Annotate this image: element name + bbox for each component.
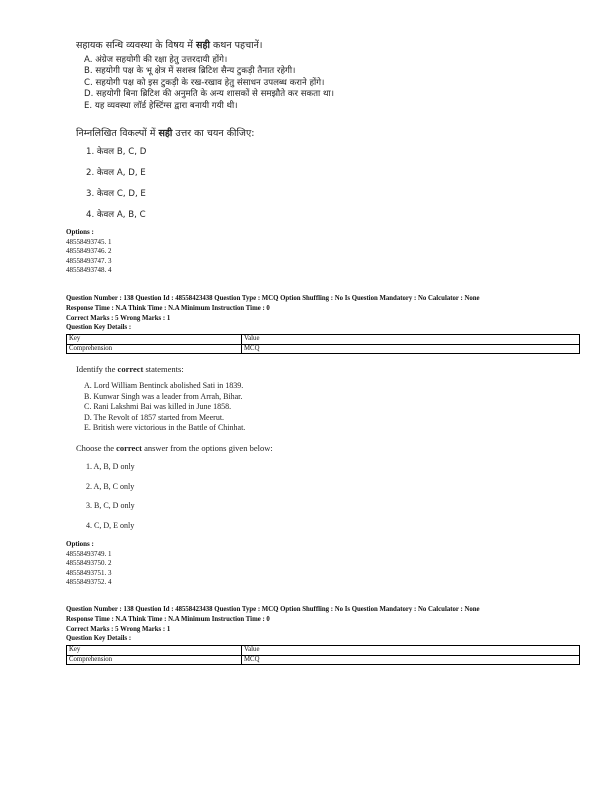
statement: C. सहयोगी पक्ष को इस टुकड़ी के रख-रखाव हेतु संसाधन उपलब्ध कराने होंगे। — [84, 77, 325, 88]
statement: E. यह व्यवस्था लॉर्ड हेस्टिंग्स द्वारा बनायी गयी थी। — [84, 100, 238, 111]
statement: A. Lord William Bentinck abolished Sati in 1839. — [84, 381, 244, 390]
statement: D. सहयोगी बिना ब्रिटिश की अनुमति के अन्य शासकों से समझौते कर सकता था। — [84, 89, 334, 100]
answer-option: 2. केवल A, D, E — [86, 168, 146, 178]
choose-text-end: answer from the options given below: — [141, 443, 273, 453]
option-id: 48558493750. 2 — [66, 559, 112, 568]
option-ids-block-1 — [66, 228, 112, 276]
choose-text: Choose the — [76, 443, 117, 453]
option-id: 48558493746. 2 — [66, 247, 112, 256]
hindi-statements-list — [84, 55, 334, 112]
meta-line: Response Time : N.A Think Time : N.A Minimum Instruction Time : 0 — [66, 615, 270, 623]
meta-line: Correct Marks : 5 Wrong Marks : 1 — [66, 625, 171, 633]
choose-bold: सही — [158, 128, 173, 139]
choose-text-end: उत्तर का चयन कीजिए: — [172, 128, 255, 139]
statement: C. Rani Lakshmi Bai was killed in June 1858. — [84, 402, 232, 412]
intro-text-end: statements: — [143, 364, 184, 374]
table-row — [67, 655, 580, 665]
statement: B. Kunwar Singh was a leader from Arrah, Bihar. — [84, 391, 243, 401]
hindi-answer-options — [86, 145, 146, 229]
table-cell: MCQ — [242, 344, 580, 354]
answer-option: 3. केवल C, D, E — [86, 189, 146, 199]
statement: D. The Revolt of 1857 started from Meerut. — [84, 412, 225, 422]
question-meta-2 — [66, 605, 480, 644]
table-cell: Comprehension — [67, 655, 242, 665]
intro-bold: correct — [117, 364, 144, 374]
meta-line: Correct Marks : 5 Wrong Marks : 1 — [66, 314, 171, 322]
choose-text: निम्नलिखित विकल्पों में — [76, 128, 159, 139]
meta-line: Question Key Details : — [66, 324, 132, 332]
answer-option: 2. A, B, C only — [86, 481, 135, 491]
options-label: Options : — [66, 540, 94, 548]
meta-line: Question Key Details : — [66, 635, 132, 643]
statement: E. British were victorious in the Battle of Chinhat. — [84, 423, 246, 433]
english-choose-prompt — [76, 443, 273, 453]
meta-line: Question Number : 138 Question Id : 48558423438 Question Type : MCQ Option Shuffling : No Is Question Mandatory : No Calculator : None — [66, 295, 480, 302]
option-id: 48558493747. 3 — [66, 256, 112, 265]
option-ids-block-2 — [66, 540, 112, 588]
intro-text-end: कथन पहचानें। — [209, 40, 263, 51]
table-row — [67, 344, 580, 354]
meta-line: Question Number : 138 Question Id : 48558423438 Question Type : MCQ Option Shuffling : No Is Question Mandatory : No Calculator : None — [66, 606, 480, 613]
option-id: 48558493748. 4 — [66, 266, 112, 275]
option-id: 48558493749. 1 — [66, 549, 112, 558]
question-meta-1 — [66, 294, 480, 333]
answer-option: 4. C, D, E only — [86, 520, 135, 530]
header-cell: Key — [67, 646, 242, 656]
options-label: Options : — [66, 228, 94, 236]
answer-option: 1. A, B, D only — [86, 462, 135, 471]
option-id: 48558493752. 4 — [66, 578, 112, 587]
option-id: 48558493745. 1 — [66, 237, 112, 246]
hindi-choose-prompt — [76, 126, 254, 139]
english-question-intro — [76, 364, 184, 374]
intro-text: सहायक सन्धि व्यवस्था के विषय में — [76, 40, 197, 51]
hindi-question-intro — [76, 38, 262, 51]
answer-option: 4. केवल A, B, C — [86, 210, 146, 220]
option-id: 48558493751. 3 — [66, 568, 112, 577]
answer-option: 3. B, C, D only — [86, 501, 135, 510]
intro-bold: सही — [196, 40, 210, 51]
table-header-row — [67, 646, 580, 656]
answer-option: 1. केवल B, C, D — [86, 147, 147, 157]
intro-text: Identify the — [76, 364, 118, 374]
choose-bold: correct — [116, 443, 142, 453]
table-cell: MCQ — [242, 655, 580, 665]
english-statements-list — [84, 381, 245, 434]
header-cell: Value — [242, 335, 580, 345]
table-header-row — [67, 335, 580, 345]
header-cell: Value — [242, 646, 580, 656]
key-table-2 — [66, 645, 580, 665]
statement: A. अंग्रेज सहयोगी की रक्षा हेतु उत्तरदायी होंगे। — [84, 55, 228, 65]
meta-line: Response Time : N.A Think Time : N.A Minimum Instruction Time : 0 — [66, 304, 270, 312]
statement: B. सहयोगी पक्ष के भू क्षेत्र में सशस्त्र ब्रिटिश सैन्य टुकड़ी तैनात रहेगी। — [84, 66, 296, 77]
header-cell: Key — [67, 335, 242, 345]
key-table-1 — [66, 334, 580, 354]
english-answer-options — [86, 462, 135, 540]
table-cell: Comprehension — [67, 344, 242, 354]
